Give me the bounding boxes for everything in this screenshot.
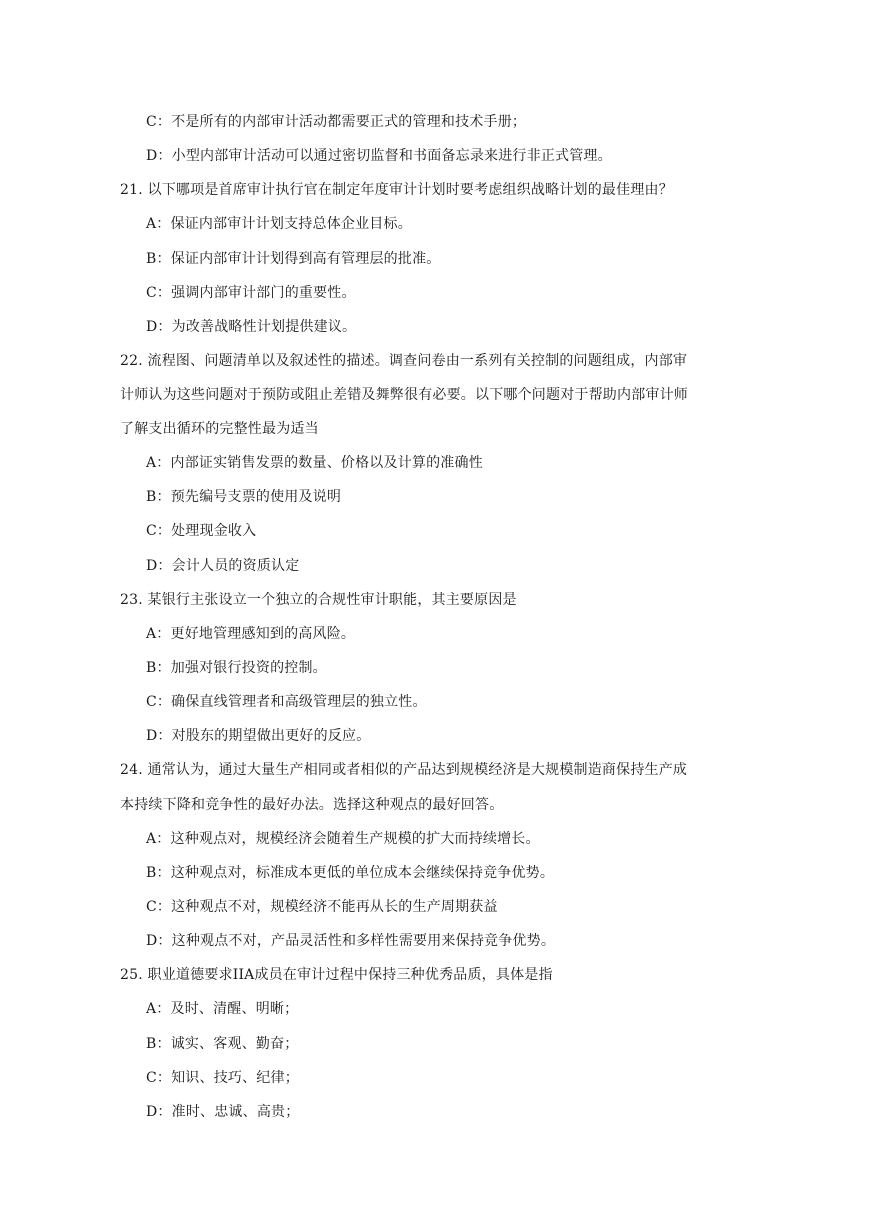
question-text: 25. 职业道德要求IIA成员在审计过程中保持三种优秀品质，具体是指 <box>120 967 553 983</box>
option-text: D：对股东的期望做出更好的反应。 <box>146 728 371 744</box>
question-text: 计师认为这些问题对于预防或阻止差错及舞弊很有必要。以下哪个问题对于帮助内部审计师 <box>120 387 688 403</box>
option-text: A：保证内部审计计划支持总体企业目标。 <box>146 216 412 232</box>
option-text: D：为改善战略性计划提供建议。 <box>146 319 357 335</box>
option-text: D：这种观点不对，产品灵活性和多样性需要用来保持竞争优势。 <box>146 933 556 949</box>
question-text: 22. 流程图、问题清单以及叙述性的描述。调查问卷由一系列有关控制的问题组成，内部审 <box>120 353 688 369</box>
option-text: A：这种观点对，规模经济会随着生产规模的扩大而持续增长。 <box>146 831 540 847</box>
option-text: B：诚实、客观、勤奋； <box>146 1036 299 1052</box>
option-text: C：处理现金收入 <box>146 523 257 539</box>
option-text: B：加强对银行投资的控制。 <box>146 660 327 676</box>
option-text: A：内部证实销售发票的数量、价格以及计算的准确性 <box>146 455 483 471</box>
option-text: C：这种观点不对，规模经济不能再从长的生产周期获益 <box>146 899 498 915</box>
question-text: 24. 通常认为，通过大量生产相同或者相似的产品达到规模经济是大规模制造商保持生产成 <box>120 762 688 778</box>
option-text: A：更好地管理感知到的高风险。 <box>146 626 356 642</box>
option-text: C：知识、技巧、纪律； <box>146 1070 299 1086</box>
option-text: D：会计人员的资质认定 <box>146 558 300 574</box>
option-text: D：准时、忠诚、高贵； <box>146 1104 300 1120</box>
question-text: 本持续下降和竞争性的最好办法。选择这种观点的最好回答。 <box>120 797 504 813</box>
option-text: C：不是所有的内部审计活动都需要正式的管理和技术手册； <box>146 114 527 130</box>
option-text: A：及时、清醒、明晰； <box>146 1001 299 1017</box>
option-text: C：确保直线管理者和高级管理层的独立性。 <box>146 694 427 710</box>
question-text: 23. 某银行主张设立一个独立的合规性审计职能，其主要原因是 <box>120 592 517 608</box>
question-text: 了解支出循环的完整性最为适当 <box>120 421 319 437</box>
option-text: B：这种观点对，标准成本更低的单位成本会继续保持竞争优势。 <box>146 865 555 881</box>
option-text: B：预先编号支票的使用及说明 <box>146 489 342 505</box>
option-text: B：保证内部审计计划得到高有管理层的批准。 <box>146 251 441 267</box>
question-text: 21. 以下哪项是首席审计执行官在制定年度审计计划时要考虑组织战略计划的最佳理由？ <box>120 182 673 198</box>
option-text: D：小型内部审计活动可以通过密切监督和书面备忘录来进行非正式管理。 <box>146 148 612 164</box>
option-text: C：强调内部审计部门的重要性。 <box>146 285 356 301</box>
